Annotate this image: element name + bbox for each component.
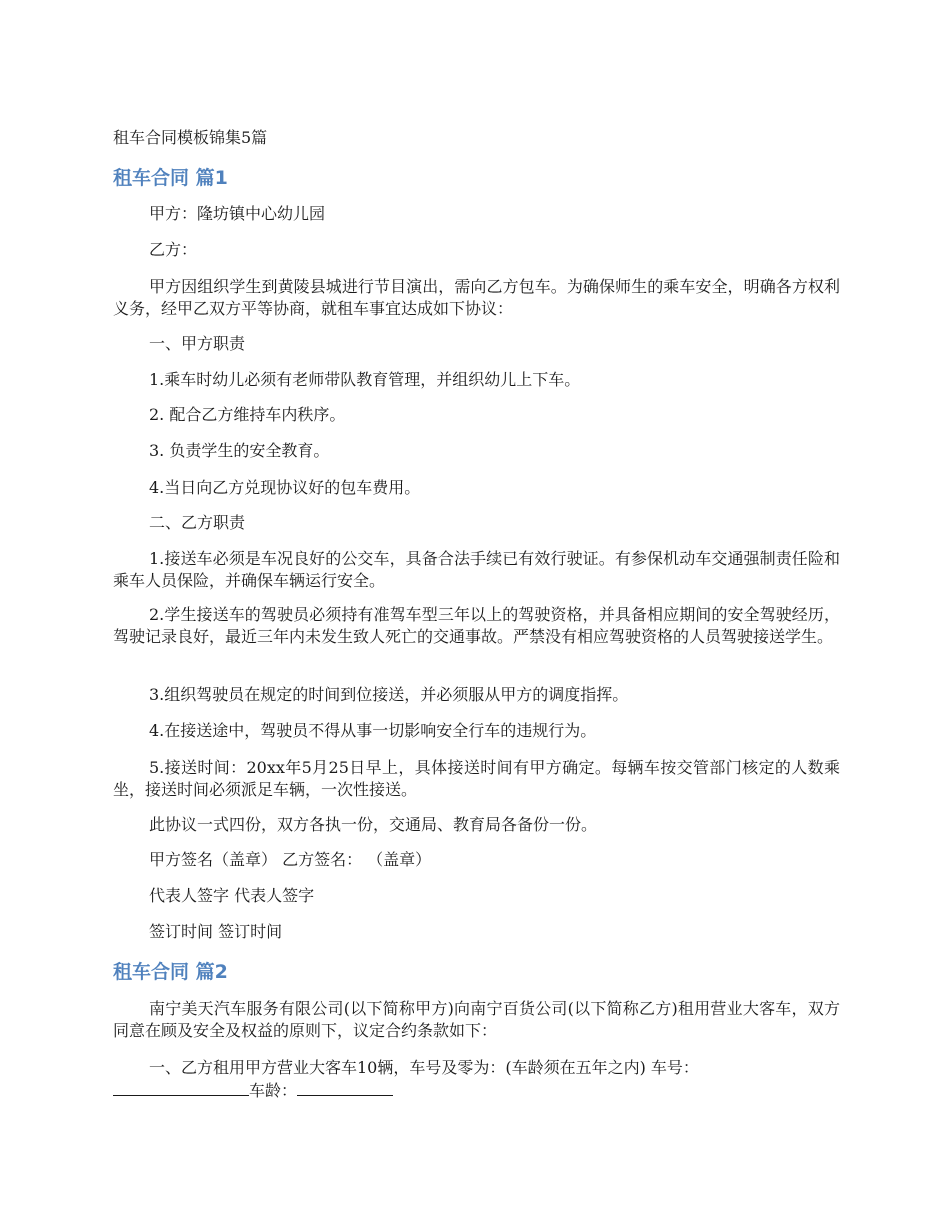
party-b-line: 乙方： — [149, 240, 198, 259]
section-2-intro-paragraph: 南宁美天汽车服务有限公司(以下简称甲方)向南宁百货公司(以下简称乙方)租用营业大客车，双方同意在顾及安全及权益的原则下，议定合约条款如下： — [113, 999, 840, 1040]
section-1-heading: 租车合同 篇1 — [113, 167, 228, 189]
vehicle-number-blank — [113, 1079, 249, 1096]
party-b-duty-1: 1.接送车必须是车况良好的公交车，具备合法手续已有效行驶证。有参保机动车交通强制责任险和乘车人员保险，并确保车辆运行安全。 — [113, 549, 840, 590]
party-b-duty-3: 3.组织驾驶员在规定的时间到位接送，并必须服从甲方的调度指挥。 — [149, 685, 629, 704]
clause-1-text: 一、乙方租用甲方营业大客车10辆，车号及零为：(车龄须在五年之内) 车号： — [149, 1058, 699, 1077]
section-2-heading: 租车合同 篇2 — [113, 961, 228, 983]
party-a-duty-1: 1.乘车时幼儿必须有老师带队教育管理，并组织幼儿上下车。 — [149, 370, 581, 389]
vehicle-age-blank — [297, 1079, 393, 1096]
intro-paragraph: 甲方因组织学生到黄陵县城进行节目演出，需向乙方包车。为确保师生的乘车安全，明确各方权利义务，经甲乙双方平等协商，就租车事宜达成如下协议： — [113, 277, 840, 318]
party-b-duty-2: 2.学生接送车的驾驶员必须持有准驾车型三年以上的驾驶资格，并具备相应期间的安全驾驶经历，驾驶记录良好，最近三年内未发生致人死亡的交通事故。严禁没有相应驾驶资格的人员驾驶接送学生。 — [113, 605, 840, 646]
party-b-duty-5: 5.接送时间：20xx年5月25日早上，具体接送时间有甲方确定。每辆车按交管部门核定的人数乘坐，接送时间必须派足车辆，一次性接送。 — [113, 758, 840, 799]
party-a-duty-2: 2. 配合乙方维持车内秩序。 — [149, 405, 346, 424]
party-a-duties-title: 一、甲方职责 — [149, 334, 246, 353]
sign-dates-line: 签订时间 签订时间 — [149, 922, 283, 941]
signatures-line: 甲方签名（盖章） 乙方签名： （盖章） — [149, 850, 432, 869]
party-a-line: 甲方：隆坊镇中心幼儿园 — [149, 204, 326, 223]
vehicle-age-label: 车龄： — [249, 1081, 298, 1100]
representatives-line: 代表人签字 代表人签字 — [149, 886, 315, 905]
copies-line: 此协议一式四份，双方各执一份，交通局、教育局各备份一份。 — [149, 815, 598, 834]
section-2-clause-1 — [113, 1057, 840, 1102]
party-b-duties-title: 二、乙方职责 — [149, 513, 246, 532]
party-b-duty-4: 4.在接送途中，驾驶员不得从事一切影响安全行车的违规行为。 — [149, 721, 597, 740]
document-title: 租车合同模板锦集5篇 — [113, 128, 268, 147]
party-a-duty-3: 3. 负责学生的安全教育。 — [149, 441, 330, 460]
party-a-duty-4: 4.当日向乙方兑现协议好的包车费用。 — [149, 478, 421, 497]
